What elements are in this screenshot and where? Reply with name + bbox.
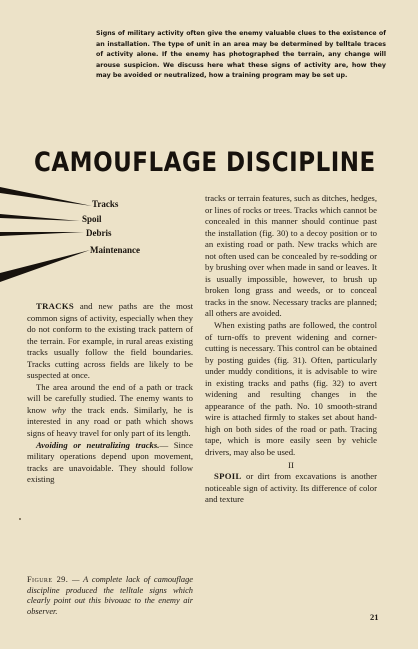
page-number: 21 bbox=[370, 612, 379, 622]
outline-wedges-graphic bbox=[0, 178, 170, 288]
path-end-text-b: the track ends. Similarly, he is interested in any road or path which shows signs of heavy travel for only part of its length. bbox=[27, 404, 194, 439]
outline-item-maintenance: Maintenance bbox=[90, 245, 140, 255]
maintenance-wedge bbox=[0, 250, 90, 282]
path-end-paragraph bbox=[27, 382, 193, 440]
tracks-continued-paragraph: tracks or terrain features, such as ditches, hedges, or lines of rocks or trees. Tracks which cannot be concealed in this manner should continue past the installation (fig. 30) to a decoy position or to an existing road or path. New tracks which are not often used can be concealed by re-sodding or by brushing over when made in sand or leaves. It is usually impossible, however, to brush up broken long grass and weeds, or to conceal tracks in the snow. Necessary tracks are planned; all others are avoided. bbox=[205, 193, 377, 319]
figure-caption bbox=[27, 575, 193, 618]
spoil-paragraph bbox=[205, 471, 377, 506]
print-speck bbox=[19, 518, 21, 520]
spoil-lead: SPOIL bbox=[214, 471, 242, 482]
outline-item-debris: Debris bbox=[86, 228, 112, 238]
tracks-text: and new paths are the most common signs of activity, especially when they do not conform to the existing track pattern of the terrain. For example, in rural areas existing tracks usually follow the field boundaries. Tracks cutting across fields are likely to be suspected at once. bbox=[27, 301, 193, 381]
caption-text: — A complete lack of camouflage discipline produced the telltale signs which clearly point out this bivouac to the enemy air observer. bbox=[27, 575, 193, 617]
existing-paths-paragraph: When existing paths are followed, the control of turn-offs to prevent widening and corner-cutting is necessary. This control can be obtained by posting guides (fig. 31). Often, particularly under muddy conditions, it is advisable to wire in existing tracks and paths (fig. 32) to avert widening and resulting changes in the appearance of the path. No. 10 smooth-strand wire is attached firmly to stakes set about hand-high on both sides of the road or path. Tracing tape, which is more easily seen by vehicle drivers, may also be used. bbox=[205, 320, 377, 458]
avoiding-tracks-subhead: Avoiding or neutralizing tracks. bbox=[36, 439, 160, 450]
tracks-wedge bbox=[0, 187, 92, 206]
intro-paragraph: Signs of military activity often give the enemy valuable clues to the existence of an installation. The type of unit in an area may be determined by telltale traces of activity alone. If the enemy has photographed the terrain, any change will arouse suspicion. We discuss here what these signs of activity are, how they may be avoided or neutralized, how a training program may be set up. bbox=[96, 30, 386, 80]
page-title: CAMOUFLAGE DISCIPLINE bbox=[34, 148, 376, 178]
spoil-text: or dirt from excavations is another noticeable sign of activity. Its difference of color and texture bbox=[205, 471, 377, 505]
path-end-emphasis: why bbox=[51, 404, 66, 415]
section-number: II bbox=[288, 459, 294, 470]
tracks-paragraph bbox=[27, 301, 193, 382]
spoil-wedge bbox=[0, 214, 80, 221]
right-column bbox=[205, 193, 377, 506]
figure-label: Figure 29. bbox=[27, 575, 69, 584]
left-column bbox=[27, 301, 193, 486]
debris-wedge bbox=[0, 232, 84, 236]
outline-item-tracks: Tracks bbox=[92, 199, 119, 209]
avoiding-tracks-paragraph bbox=[27, 440, 193, 486]
path-end-text-a: The area around the end of a path or track will be carefully studied. The enemy wants to know bbox=[27, 381, 193, 415]
tracks-lead: TRACKS bbox=[36, 301, 75, 311]
avoiding-tracks-text: — Since military operations depend upon movement, tracks are unavoidable. They should follow existing bbox=[27, 439, 194, 485]
outline-item-spoil: Spoil bbox=[82, 214, 102, 224]
